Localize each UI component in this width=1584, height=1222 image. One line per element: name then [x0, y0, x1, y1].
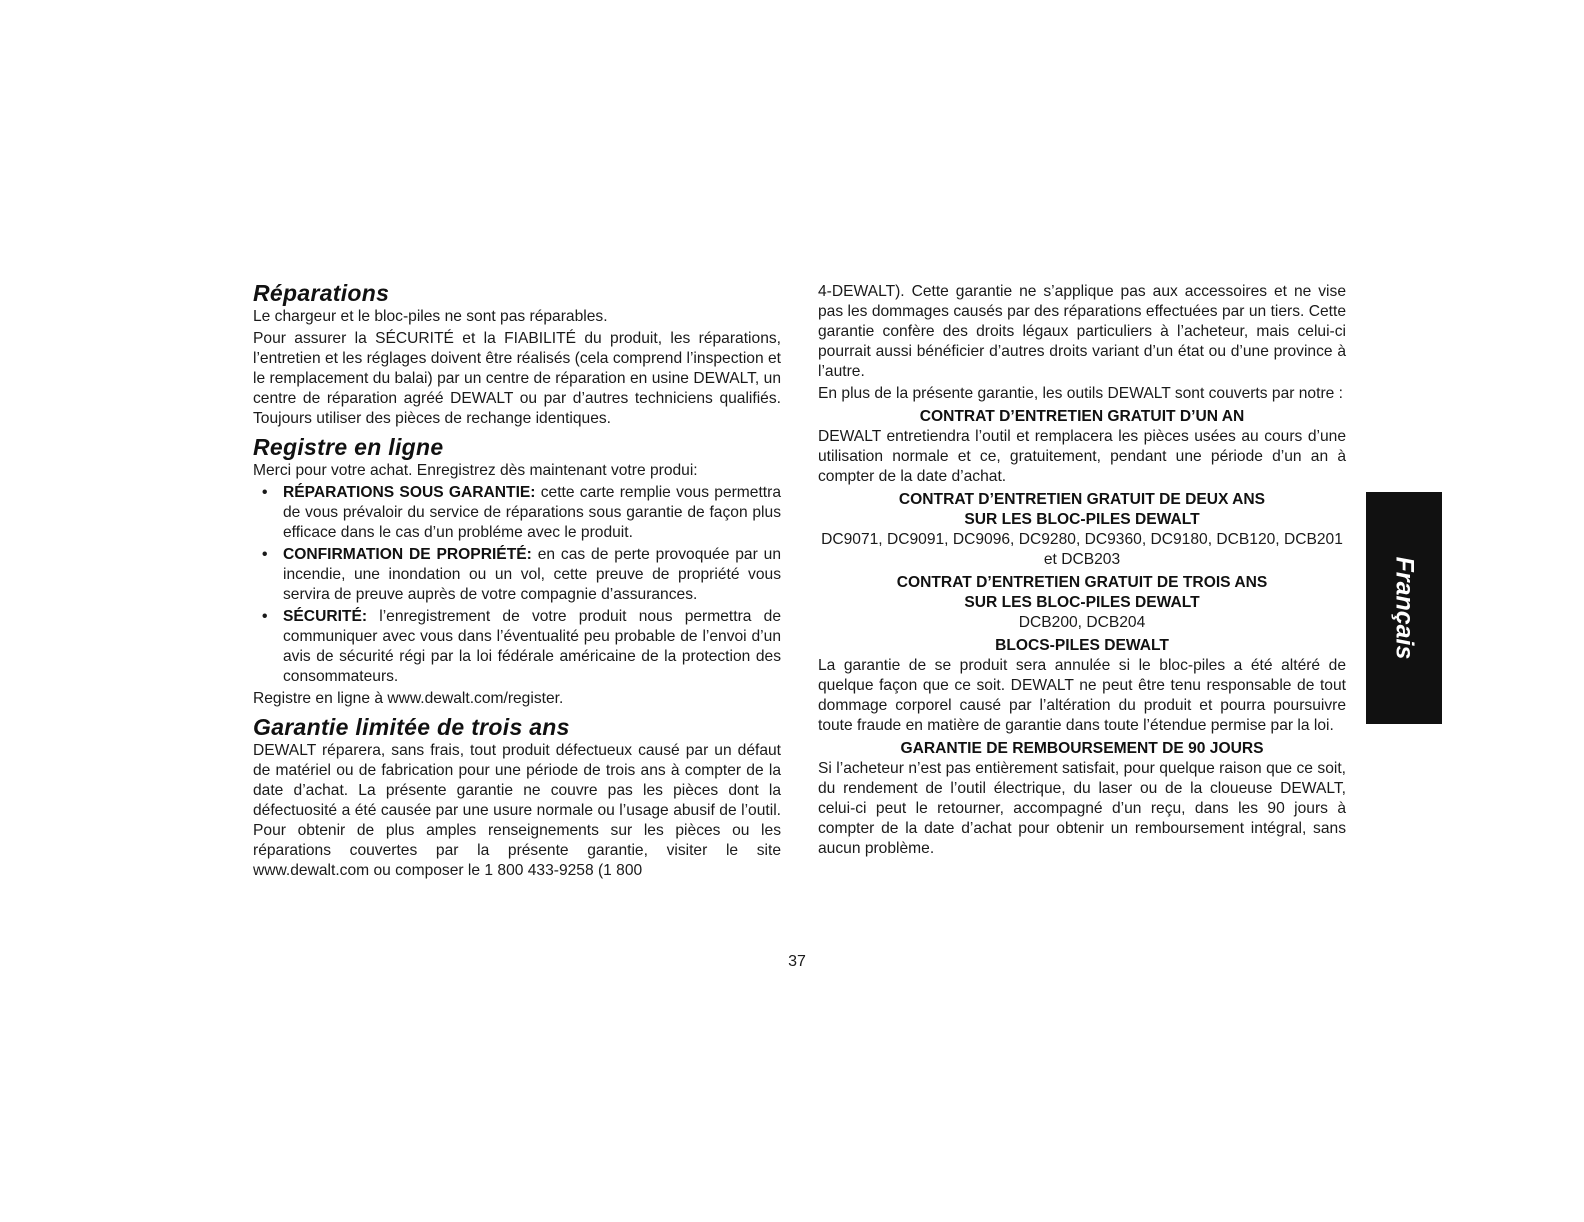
contrat-trois-ans-heading [818, 573, 1346, 613]
heading-line-2: SUR LES BLOC-PILES DEWALT [964, 594, 1200, 611]
benefit-term: CONFIRMATION DE PROPRIÉTÉ: [283, 546, 532, 563]
registre-intro: Merci pour votre achat. Enregistrez dès maintenant votre produi: [253, 462, 698, 479]
reparations-heading: Réparations [253, 280, 390, 306]
garantie-continuation: 4-DEWALT). Cette garantie ne s’applique pas aux accessoires et ne vise pas les dommages causés par des réparations effectuées par un tiers. Cette garantie confère des droits légaux particuliers à l’acheteur, mais celui-ci pourrait aussi bénéficier d’autres droits variant d’un état ou d’une province à l’autre. [818, 283, 1346, 380]
contrat-un-an-heading: CONTRAT D’ENTRETIEN GRATUIT D’UN AN [919, 408, 1245, 425]
bullet-icon: • [262, 546, 268, 563]
reparations-paragraph-1: Le chargeur et le bloc-piles ne sont pas réparables. [253, 308, 608, 325]
language-tab-label: Français [1390, 556, 1419, 660]
contrat-trois-ans-models: DCB200, DCB204 [1018, 614, 1146, 631]
contrat-deux-ans-models: DC9071, DC9091, DC9096, DC9280, DC9360, DC9180, DCB120, DCB201 et DCB203 [821, 531, 1343, 568]
bullet-icon: • [262, 484, 268, 501]
coverage-intro: En plus de la présente garantie, les outils DEWALT sont couverts par notre : [818, 385, 1343, 402]
blocs-piles-text: La garantie de se produit sera annulée si le bloc-piles a été altéré de quelque façon que ce soit. DEWALT ne peut être tenu responsable de tout dommage corporel causé par l’altération du produit et pourra poursuivre toute fraude en matière de garantie dans toute l’étendue permise par la loi. [818, 657, 1346, 734]
list-item [253, 607, 781, 687]
garantie-paragraph: DEWALT réparera, sans frais, tout produit défectueux causé par un défaut de matériel ou de fabrication pour une période de trois ans à compter de la date d’achat. La présente garantie ne couvre pas les pièces dont la défectuosité a été causée par une usure normale ou l’usage abusif de l’outil. Pour obtenir de plus amples renseignements sur les pièces ou les réparations couvertes par la présente garantie, visiter le site www.dewalt.com ou composer le 1 800 433-9258 (1 800 [253, 742, 781, 879]
benefit-term: RÉPARATIONS SOUS GARANTIE: [283, 484, 536, 501]
heading-line-1: CONTRAT D’ENTRETIEN GRATUIT DE DEUX ANS [898, 491, 1266, 508]
registre-benefits-list [253, 483, 781, 687]
registre-heading: Registre en ligne [253, 434, 444, 460]
list-item [253, 545, 781, 605]
heading-line-2: SUR LES BLOC-PILES DEWALT [964, 511, 1200, 528]
contrat-un-an-text: DEWALT entretiendra l’outil et remplacera les pièces usées au cours d’une utilisation normale et ce, gratuitement, pendant une période d’un an à compter de la date d’achat. [818, 428, 1346, 485]
bullet-icon: • [262, 608, 268, 625]
page-number: 37 [788, 953, 806, 970]
registre-outro: Registre en ligne à www.dewalt.com/register. [253, 690, 564, 707]
heading-line-1: CONTRAT D’ENTRETIEN GRATUIT DE TROIS ANS [896, 574, 1268, 591]
benefit-term: SÉCURITÉ: [283, 608, 368, 625]
list-item [253, 483, 781, 543]
reparations-paragraph-2: Pour assurer la SÉCURITÉ et la FIABILITÉ du produit, les réparations, l’entretien et les réglages doivent être réalisés (cela comprend l’inspection et le remplacement du balai) par un centre de réparation en usine DEWALT, un centre de réparation agréé DEWALT ou par d’autres techniciens qualifiés. Toujours utiliser des pièces de rechange identiques. [253, 330, 781, 427]
benefit-text: en cas de perte provoquée par un incendie, une inondation ou un vol, cette preuve de propriété vous servira de preuve auprès de votre compagnie d’assurances. [283, 546, 782, 603]
blocs-piles-heading: BLOCS-PILES DEWALT [995, 637, 1169, 654]
language-side-tab [1366, 492, 1442, 724]
contrat-deux-ans-heading [818, 490, 1346, 530]
benefit-text: l’enregistrement de votre produit nous permettra de communiquer avec vous dans l’éventualité peu probable de l’envoi d’un avis de sécurité régi par la loi fédérale américaine de la protection des consommateurs. [283, 608, 781, 685]
right-column [818, 282, 1346, 861]
left-column [253, 282, 781, 883]
benefit-text: cette carte remplie vous permettra de vous prévaloir du service de réparations sous garantie de façon plus efficace dans le cas d’un probléme avec le produit. [283, 484, 781, 541]
garantie-heading: Garantie limitée de trois ans [253, 714, 570, 740]
remboursement-heading: GARANTIE DE REMBOURSEMENT DE 90 JOURS [900, 740, 1264, 757]
remboursement-text: Si l’acheteur n’est pas entièrement satisfait, pour quelque raison que ce soit, du rendement de l’outil électrique, du laser ou de la cloueuse DEWALT, celui-ci peut le retourner, accompagné d’un reçu, dans les 90 jours à compter de la date d’achat pour obtenir un remboursement intégral, sans aucun problème. [818, 760, 1346, 857]
